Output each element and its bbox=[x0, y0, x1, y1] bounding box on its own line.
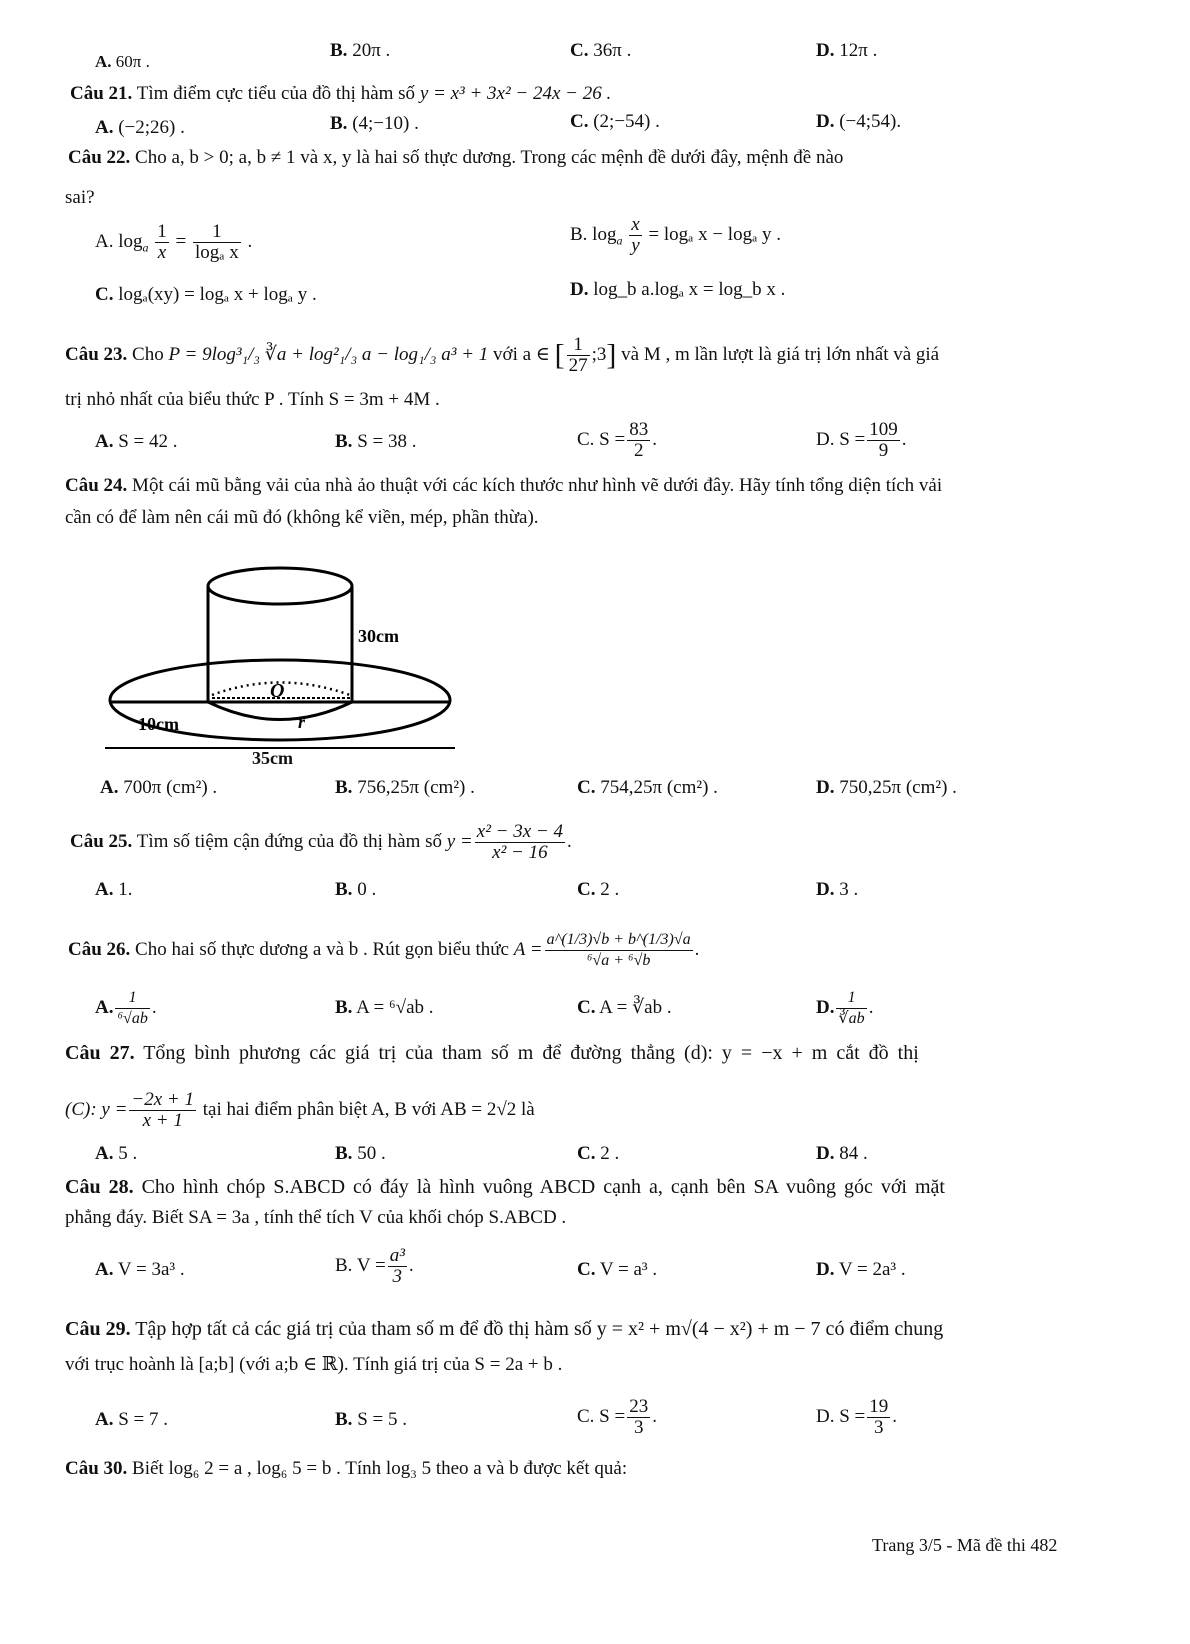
height-label: 30cm bbox=[358, 626, 399, 646]
fraction bbox=[155, 222, 169, 263]
q26-question: Câu 26. Cho hai số thực dương a và b . Rút gọn biểu thức A = $\frac{a\^{}(1/3)√b + b\^{}(1/3)√a}{\text{⁶√a + ⁶√b}}$ . bbox=[68, 931, 700, 969]
fraction bbox=[129, 1090, 196, 1131]
q29-text: Tập hợp tất cả các giá trị của tham số m để đồ thị hàm số y = x² + m√(4 − x²) + m − 7 có điểm chung bbox=[135, 1318, 944, 1340]
brim-label: 10cm bbox=[138, 714, 179, 734]
option-letter: B. bbox=[335, 1409, 353, 1430]
q21-option-d bbox=[816, 110, 901, 134]
q22-text: Cho a, b > 0; a, b ≠ 1 và x, y là hai số thực dương. Trong các mệnh đề dưới đây, mệnh đề nào bbox=[135, 147, 844, 168]
option-text: 700π (cm²) . bbox=[118, 777, 218, 798]
q21-question bbox=[70, 82, 611, 106]
q25-option-a bbox=[95, 878, 132, 902]
q24-option-b bbox=[335, 776, 475, 800]
q23-label: Câu 23. bbox=[65, 343, 128, 365]
option-letter: A. bbox=[95, 1259, 114, 1280]
q25-question: Câu 25. Tìm số tiệm cận đứng của đồ thị hàm số y = $\frac{\text{x² − 3x − 4}}{\text{x² − 16}}$ . bbox=[70, 821, 572, 863]
q21-formula: y = x³ + 3x² − 24x − 26 . bbox=[419, 83, 612, 104]
q26-option-b bbox=[335, 996, 434, 1020]
q30-question bbox=[65, 1457, 627, 1481]
option-letter: C. bbox=[570, 40, 589, 61]
option-text: (4;−10) . bbox=[347, 113, 419, 134]
radius-label: r bbox=[298, 712, 306, 732]
option-label: D. bbox=[816, 996, 835, 1018]
option-label: D. S = bbox=[816, 1405, 866, 1427]
q25-label: Câu 25. bbox=[70, 830, 133, 852]
option-text: 3 . bbox=[834, 879, 859, 900]
q27-label: Câu 27. bbox=[65, 1042, 135, 1064]
option-letter: B. bbox=[335, 777, 353, 798]
q23-option-c: C. S = $\frac{83}{2}$ . bbox=[577, 419, 657, 461]
denominator: ⁶√a + ⁶√b bbox=[586, 952, 651, 969]
option-letter: A. bbox=[95, 117, 114, 138]
option-letter: B. bbox=[335, 879, 353, 900]
q29-question bbox=[65, 1317, 943, 1341]
option-letter: D. bbox=[816, 1259, 835, 1280]
option-letter: A. bbox=[100, 777, 119, 798]
q25-lhs: y = bbox=[446, 830, 473, 852]
option-text: A = ∛ab . bbox=[595, 997, 672, 1018]
denominator: x bbox=[157, 242, 167, 263]
q26-text: Cho hai số thực dương a và b . Rút gọn biểu thức bbox=[135, 938, 509, 960]
fraction bbox=[867, 420, 900, 461]
rhs: = logₐ x − logₐ y . bbox=[648, 223, 782, 245]
fraction bbox=[836, 988, 866, 1029]
q26-option-a: A. $\frac{1}{\text{⁶√ab}}$ . bbox=[95, 989, 157, 1027]
option-letter: B. bbox=[335, 431, 353, 452]
q25-option-d bbox=[816, 878, 858, 902]
q24-label: Câu 24. bbox=[65, 475, 128, 496]
log-text: B. log bbox=[570, 223, 617, 245]
option-text: 84 . bbox=[834, 1143, 868, 1164]
q28-text: Cho hình chóp S.ABCD có đáy là hình vuông ABCD cạnh a, cạnh bên SA vuông góc với mặt bbox=[141, 1176, 945, 1198]
option-text: (2;−54) . bbox=[588, 111, 660, 132]
option-text: 754,25π (cm²) . bbox=[595, 777, 718, 798]
q28-text-line2: phẳng đáy. Biết SA = 3a , tính thể tích V của khối chóp S.ABCD . bbox=[65, 1207, 567, 1228]
option-text: 5 . bbox=[113, 1143, 138, 1164]
option-letter: C. bbox=[577, 997, 596, 1018]
q20-option-d bbox=[816, 39, 877, 63]
fraction bbox=[627, 1397, 650, 1438]
option-letter: D. bbox=[816, 40, 835, 61]
fraction bbox=[629, 215, 641, 256]
q20-option-c bbox=[570, 39, 631, 63]
q24-text: Một cái mũ bằng vải của nhà ảo thuật với các kích thước như hình vẽ dưới đây. Hãy tính tổng diện tích vải bbox=[132, 475, 943, 496]
denominator: 2 bbox=[633, 440, 644, 461]
bracket-right: ] bbox=[606, 338, 617, 372]
log-base: a bbox=[616, 233, 623, 248]
numerator: x bbox=[631, 214, 640, 235]
option-letter: C. bbox=[95, 284, 114, 305]
numerator: 19 bbox=[869, 1396, 889, 1417]
hat-figure bbox=[100, 552, 460, 768]
width-label: 35cm bbox=[252, 748, 293, 768]
q22-text-line2: sai? bbox=[65, 187, 95, 208]
option-label: D. S = bbox=[816, 428, 866, 450]
option-letter: B. bbox=[330, 40, 348, 61]
option-label: B. V = bbox=[335, 1254, 386, 1276]
q23-text-line2: trị nhỏ nhất của biểu thức P . Tính S = 3m + 4M . bbox=[65, 389, 440, 410]
option-letter: C. bbox=[577, 1259, 596, 1280]
q23-option-a bbox=[95, 430, 178, 454]
option-letter: B. bbox=[330, 113, 348, 134]
option-text: 12π . bbox=[834, 40, 878, 61]
denominator: ⁶√ab bbox=[117, 1010, 148, 1027]
q21-label: Câu 21. bbox=[70, 83, 133, 104]
option-text: 36π . bbox=[588, 40, 632, 61]
q29-option-b bbox=[335, 1408, 407, 1432]
fraction bbox=[193, 222, 241, 263]
option-text: (−2;26) . bbox=[113, 117, 185, 138]
option-label: C. S = bbox=[577, 428, 626, 450]
option-label: A. bbox=[95, 996, 114, 1018]
q27-text-line2 bbox=[65, 1090, 535, 1131]
denominator: 3 bbox=[633, 1417, 644, 1438]
q24-question bbox=[65, 474, 942, 498]
denominator: logₐ x bbox=[194, 242, 239, 263]
q26-option-d: D. $\frac{1}{∛ab}$ . bbox=[816, 989, 874, 1027]
hat-diagram bbox=[100, 552, 460, 762]
option-letter: D. bbox=[816, 1143, 835, 1164]
q27-option-d bbox=[816, 1142, 868, 1166]
q22-question bbox=[68, 146, 843, 170]
option-letter: B. bbox=[335, 1143, 353, 1164]
numerator: x² − 3x − 4 bbox=[476, 821, 563, 842]
option-text: S = 38 . bbox=[352, 431, 417, 452]
interval-end: ;3 bbox=[591, 343, 607, 365]
q30-label: Câu 30. bbox=[65, 1458, 128, 1479]
option-text: 20π . bbox=[347, 40, 391, 61]
option-letter: C. bbox=[577, 777, 596, 798]
numerator: 1 bbox=[836, 988, 866, 1009]
q27-text: Tổng bình phương các giá trị của tham số m để đường thẳng (d): y = −x + m cắt đồ thị bbox=[143, 1042, 919, 1064]
q23-option-d: D. S = $\frac{109}{9}$ . bbox=[816, 419, 907, 461]
denominator: 9 bbox=[878, 440, 889, 461]
q28-question bbox=[65, 1175, 945, 1199]
log-base: a bbox=[142, 240, 149, 255]
option-letter: A. bbox=[95, 52, 112, 71]
q21-text: Tìm điểm cực tiểu của đồ thị hàm số bbox=[136, 83, 416, 104]
fraction bbox=[627, 420, 650, 461]
q20-option-a bbox=[95, 50, 150, 74]
q22-option-d bbox=[570, 278, 785, 302]
denominator: 3 bbox=[874, 1417, 884, 1438]
q23-with: với a ∈ bbox=[493, 343, 550, 365]
option-letter: C. bbox=[570, 111, 589, 132]
denominator: 3 bbox=[392, 1266, 403, 1287]
option-text: logₐ(xy) = logₐ x + logₐ y . bbox=[113, 284, 317, 305]
q21-option-b bbox=[330, 112, 419, 136]
q26-option-c bbox=[577, 996, 672, 1020]
fraction bbox=[545, 930, 693, 971]
option-text: 2 . bbox=[595, 1143, 620, 1164]
q23-text: Cho bbox=[132, 343, 164, 365]
option-letter: C. bbox=[577, 879, 596, 900]
denominator: 27 bbox=[568, 355, 588, 376]
numerator: 23 bbox=[629, 1396, 649, 1417]
option-letter: C. bbox=[577, 1143, 596, 1164]
option-text: 60π . bbox=[111, 52, 150, 71]
q21-option-a bbox=[95, 116, 185, 140]
numerator: 109 bbox=[869, 419, 898, 440]
q23-question bbox=[65, 335, 939, 376]
option-text: 756,25π (cm²) . bbox=[352, 777, 475, 798]
option-text: V = 2a³ . bbox=[834, 1259, 906, 1280]
q29-option-a bbox=[95, 1408, 168, 1432]
q27-option-b bbox=[335, 1142, 386, 1166]
q29-label: Câu 29. bbox=[65, 1318, 131, 1340]
option-text: S = 7 . bbox=[113, 1409, 169, 1430]
q24-option-d bbox=[816, 776, 957, 800]
option-text: V = a³ . bbox=[595, 1259, 658, 1280]
option-letter: D. bbox=[816, 111, 835, 132]
option-letter: A. bbox=[95, 431, 114, 452]
option-text: 50 . bbox=[352, 1143, 386, 1164]
option-text: A = ⁶√ab . bbox=[352, 997, 434, 1018]
option-letter: D. bbox=[570, 279, 589, 300]
period: . bbox=[247, 230, 253, 252]
numerator: 1 bbox=[193, 222, 241, 243]
fraction bbox=[867, 1397, 890, 1438]
q24-text-line2: cần có để làm nên cái mũ đó (không kể viền, mép, phần thừa). bbox=[65, 507, 539, 528]
fraction bbox=[475, 822, 565, 863]
option-letter: A. bbox=[95, 1409, 114, 1430]
q24-option-c bbox=[577, 776, 718, 800]
q25-option-b bbox=[335, 878, 376, 902]
q28-option-d bbox=[816, 1258, 906, 1282]
option-letter: D. bbox=[816, 879, 835, 900]
option-text: 750,25π (cm²) . bbox=[834, 777, 957, 798]
option-text: (−4;54). bbox=[834, 111, 902, 132]
q25-option-c bbox=[577, 878, 619, 902]
fraction bbox=[388, 1246, 407, 1287]
q22-label: Câu 22. bbox=[68, 147, 131, 168]
option-letter: A. bbox=[95, 1143, 114, 1164]
q27-lhs: (C): y = bbox=[65, 1098, 128, 1120]
q28-option-c bbox=[577, 1258, 657, 1282]
q24-option-a bbox=[100, 776, 217, 800]
q25-text: Tìm số tiệm cận đứng của đồ thị hàm số bbox=[136, 830, 442, 852]
q21-option-c bbox=[570, 110, 660, 134]
q22-option-b bbox=[570, 215, 781, 256]
option-text: 1. bbox=[113, 879, 133, 900]
page-footer: Trang 3/5 - Mã đề thi 482 bbox=[872, 1535, 1058, 1555]
option-text: 0 . bbox=[352, 879, 377, 900]
numerator: a^(1/3)√b + b^(1/3)√a bbox=[545, 930, 693, 951]
q28-option-b: B. V = $\frac{\text{a³}}{3}$ . bbox=[335, 1245, 414, 1287]
q22-option-c bbox=[95, 283, 317, 307]
q22-option-a bbox=[95, 222, 252, 263]
bracket-left: [ bbox=[554, 338, 565, 372]
q27-option-c bbox=[577, 1142, 619, 1166]
option-text: S = 5 . bbox=[352, 1409, 407, 1430]
equals: = bbox=[175, 230, 187, 252]
q27-question bbox=[65, 1041, 919, 1065]
center-label: O bbox=[270, 680, 285, 702]
numerator: 1 bbox=[157, 221, 167, 242]
q28-label: Câu 28. bbox=[65, 1176, 134, 1198]
q26-label: Câu 26. bbox=[68, 938, 131, 960]
fraction bbox=[115, 988, 149, 1029]
q20-option-b bbox=[330, 39, 390, 63]
option-letter: D. bbox=[816, 777, 835, 798]
log-text: A. log bbox=[95, 230, 143, 252]
option-text: S = 42 . bbox=[113, 431, 178, 452]
q29-option-d: D. S = $\frac{19}{3}$ . bbox=[816, 1396, 898, 1438]
option-label: C. S = bbox=[577, 1405, 626, 1427]
fraction bbox=[567, 335, 590, 376]
numerator: a³ bbox=[389, 1245, 405, 1266]
denominator: x + 1 bbox=[142, 1110, 183, 1131]
denominator: x² − 16 bbox=[492, 842, 548, 863]
q29-option-c: C. S = $\frac{23}{3}$ . bbox=[577, 1396, 657, 1438]
q27-option-a bbox=[95, 1142, 137, 1166]
option-letter: B. bbox=[335, 997, 353, 1018]
numerator: 1 bbox=[567, 335, 590, 356]
option-text: log_b a.logₐ x = log_b x . bbox=[588, 279, 786, 300]
q23-text-after: và M , m lần lượt là giá trị lớn nhất và giá bbox=[621, 343, 940, 365]
q28-option-a bbox=[95, 1258, 185, 1282]
denominator: y bbox=[631, 235, 640, 256]
denominator: ∛ab bbox=[838, 1010, 865, 1027]
numerator: 83 bbox=[629, 419, 649, 440]
q23-formula: P = 9log³₁/₃ ∛a + log²₁/₃ a − log₁/₃ a³ + 1 bbox=[168, 343, 489, 365]
option-text: 2 . bbox=[595, 879, 620, 900]
numerator: 1 bbox=[115, 988, 149, 1009]
q23-option-b bbox=[335, 430, 416, 454]
q27-text2: tại hai điểm phân biệt A, B với AB = 2√2 là bbox=[202, 1098, 535, 1120]
option-text: V = 3a³ . bbox=[113, 1259, 185, 1280]
option-letter: A. bbox=[95, 879, 114, 900]
numerator: −2x + 1 bbox=[131, 1089, 194, 1110]
q29-text-line2: với trục hoành là [a;b] (với a;b ∈ ℝ). Tính giá trị của S = 2a + b . bbox=[65, 1354, 563, 1375]
q30-text: Biết log₆ 2 = a , log₆ 5 = b . Tính log₃ 5 theo a và b được kết quả: bbox=[132, 1458, 628, 1479]
q26-lhs: A = bbox=[513, 938, 543, 960]
